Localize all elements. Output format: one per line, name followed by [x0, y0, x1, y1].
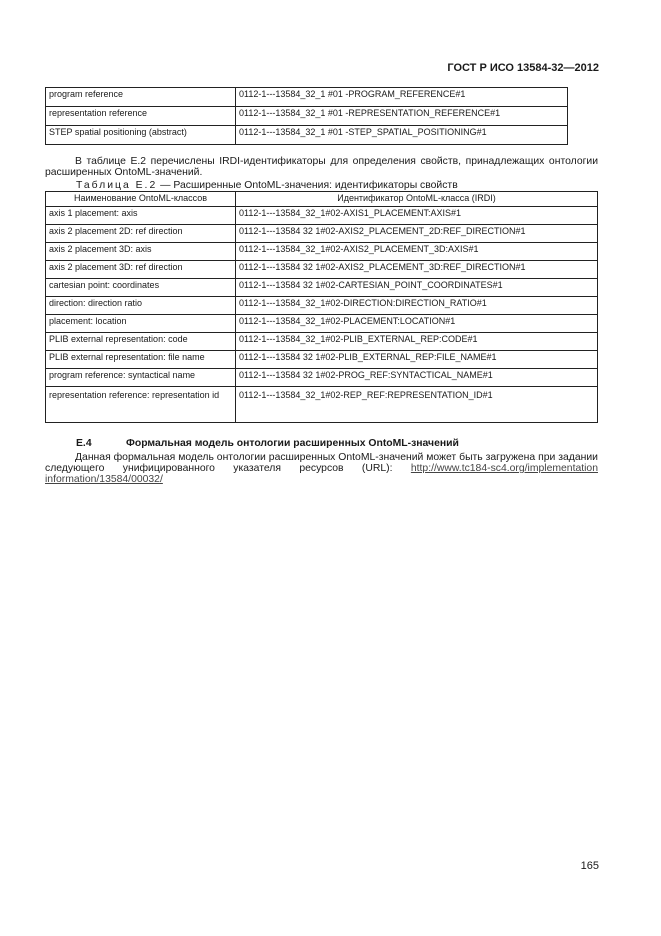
- table-caption-label: Таблица Е.2: [76, 180, 158, 191]
- class-name-cell: PLIB external representation: code: [46, 333, 236, 351]
- class-name-cell: representation reference: representation id: [46, 387, 236, 423]
- irdi-cell: 0112-1---13584 32 1#02-CARTESIAN_POINT_COORDINATES#1: [236, 279, 598, 297]
- table-row: [46, 351, 598, 369]
- irdi-cell: 0112-1---13584_32_1#02-AXIS2_PLACEMENT_3D:AXIS#1: [236, 243, 598, 261]
- table-row: [46, 279, 598, 297]
- irdi-cell: 0112-1---13584_32_1 #01 -REPRESENTATION_REFERENCE#1: [236, 107, 568, 126]
- table-row: [46, 333, 598, 351]
- irdi-cell: 0112-1---13584_32_1#02-PLIB_EXTERNAL_REP:CODE#1: [236, 333, 598, 351]
- ontology-url-link[interactable]: http://www.tc184-sc4.org/implementation information/13584/00032/: [45, 463, 598, 485]
- class-name-cell: direction: direction ratio: [46, 297, 236, 315]
- class-name-cell: program reference: [46, 88, 236, 107]
- class-name-cell: axis 2 placement 2D: ref direction: [46, 225, 236, 243]
- class-name-cell: PLIB external representation: file name: [46, 351, 236, 369]
- table-row: [46, 315, 598, 333]
- irdi-cell: 0112-1---13584_32_1#02-AXIS1_PLACEMENT:AXIS#1: [236, 207, 598, 225]
- irdi-properties-table: [45, 191, 598, 423]
- page-number: 165: [580, 860, 599, 872]
- table-row: [46, 369, 598, 387]
- intro-paragraph: В таблице Е.2 перечислены IRDI-идентификаторы для определения свойств, принадлежащих онтологии расширенных OntoML-значений.: [45, 156, 598, 178]
- table-row: [46, 225, 598, 243]
- irdi-cell: 0112-1---13584_32_1#02-PLACEMENT:LOCATION#1: [236, 315, 598, 333]
- class-name-cell: axis 2 placement 3D: ref direction: [46, 261, 236, 279]
- irdi-cell: 0112-1---13584 32 1#02-AXIS2_PLACEMENT_3D:REF_DIRECTION#1: [236, 261, 598, 279]
- table-caption: [76, 180, 458, 191]
- section-number: E.4: [76, 438, 92, 449]
- irdi-cell: 0112-1---13584_32_1#02-REP_REF:REPRESENTATION_ID#1: [236, 387, 598, 423]
- class-name-cell: axis 1 placement: axis: [46, 207, 236, 225]
- class-name-cell: placement: location: [46, 315, 236, 333]
- class-name-cell: representation reference: [46, 107, 236, 126]
- irdi-cell: 0112-1---13584_32_1 #01 -STEP_SPATIAL_POSITIONING#1: [236, 126, 568, 145]
- table-row: [46, 207, 598, 225]
- irdi-cell: 0112-1---13584_32_1 #01 -PROGRAM_REFERENCE#1: [236, 88, 568, 107]
- column-header-irdi: Идентификатор OntoML-класса (IRDI): [236, 192, 598, 207]
- column-header-class-name: Наименование OntoML-классов: [46, 192, 236, 207]
- table-row: [46, 107, 568, 126]
- class-name-cell: axis 2 placement 3D: axis: [46, 243, 236, 261]
- table-header-row: [46, 192, 598, 207]
- section-heading: [76, 438, 459, 449]
- section-title: Формальная модель онтологии расширенных OntoML-значений: [126, 438, 459, 449]
- table-caption-text: — Расширенные OntoML-значения: идентификаторы свойств: [157, 180, 458, 191]
- table-row: [46, 88, 568, 107]
- standard-header: ГОСТ Р ИСО 13584-32—2012: [447, 62, 599, 74]
- irdi-cell: 0112-1---13584 32 1#02-PLIB_EXTERNAL_REP:FILE_NAME#1: [236, 351, 598, 369]
- class-name-cell: cartesian point: coordinates: [46, 279, 236, 297]
- table-row: [46, 243, 598, 261]
- irdi-cell: 0112-1---13584_32_1#02-DIRECTION:DIRECTION_RATIO#1: [236, 297, 598, 315]
- section-text: Данная формальная модель онтологии расширенных OntoML-значений может быть загружена при задании следующего унифицированного указателя ресурсов (URL):: [45, 452, 598, 474]
- table-row: [46, 126, 568, 145]
- irdi-cell: 0112-1---13584 32 1#02-PROG_REF:SYNTACTICAL_NAME#1: [236, 369, 598, 387]
- section-paragraph: [45, 452, 598, 485]
- table-row: [46, 297, 598, 315]
- irdi-cell: 0112-1---13584 32 1#02-AXIS2_PLACEMENT_2D:REF_DIRECTION#1: [236, 225, 598, 243]
- class-name-cell: STEP spatial positioning (abstract): [46, 126, 236, 145]
- class-name-cell: program reference: syntactical name: [46, 369, 236, 387]
- properties-table-continued: [45, 87, 568, 145]
- table-row: [46, 261, 598, 279]
- table-row: [46, 387, 598, 423]
